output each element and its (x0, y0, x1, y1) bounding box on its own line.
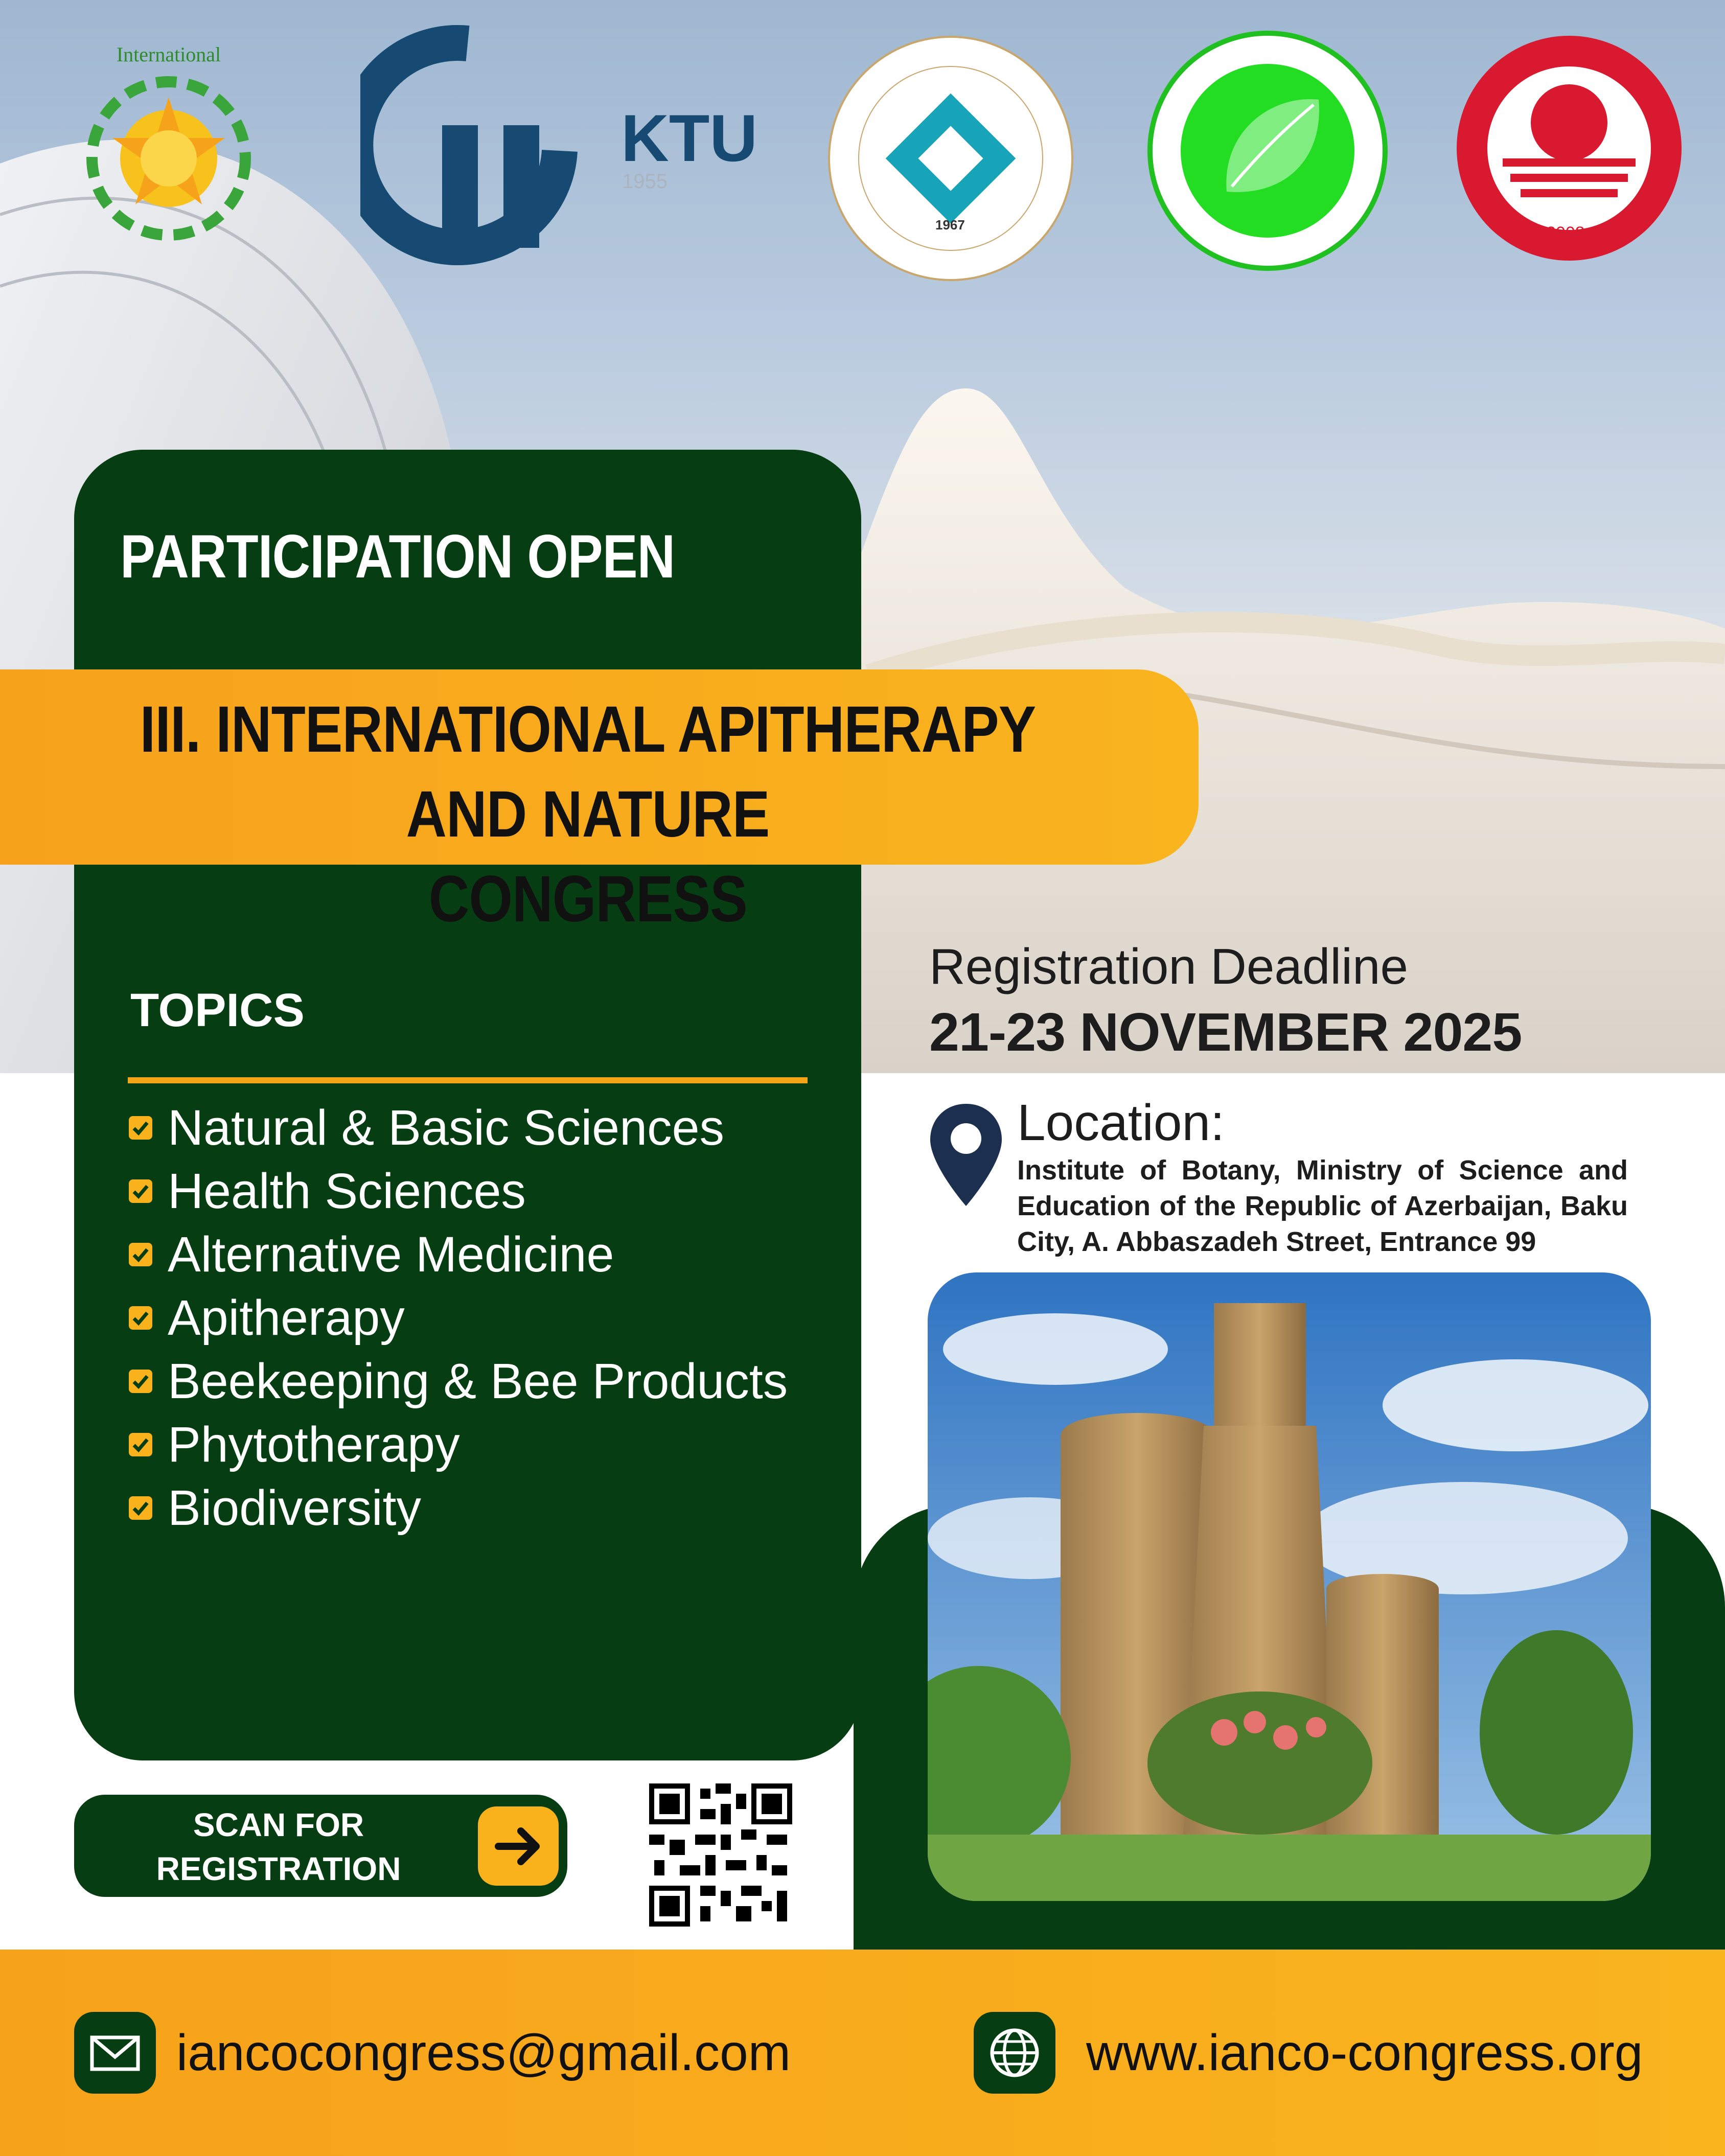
topic-label: Phytotherapy (168, 1417, 460, 1472)
checkbox-icon (128, 1178, 153, 1204)
checkbox-icon (128, 1369, 153, 1394)
location-address: Institute of Botany, Ministry of Science and Education of the Republic of Azerbaijan, Baku City, A. Abbaszadeh Street, Entrance 99 (1017, 1155, 1628, 1257)
website-link[interactable]: www.ianco-congress.org (1086, 2024, 1643, 2081)
map-pin-icon (925, 1099, 1007, 1214)
list-item (128, 1286, 788, 1350)
topic-label: Apitherapy (168, 1290, 405, 1346)
envelope-icon (74, 2012, 156, 2094)
list-item (128, 1413, 788, 1476)
checkbox-icon (128, 1495, 153, 1521)
globe-icon (974, 2012, 1055, 2094)
arrow-button[interactable] (478, 1806, 559, 1886)
scan-registration-label (125, 1803, 432, 1891)
list-item (128, 1096, 788, 1160)
checkbox-icon (128, 1115, 153, 1141)
list-item (128, 1476, 788, 1540)
congress-title (10, 687, 1165, 942)
qr-code[interactable] (649, 1783, 792, 1929)
arrow-right-icon (478, 1806, 559, 1886)
checkbox-icon (128, 1242, 153, 1267)
topic-label: Natural & Basic Sciences (168, 1100, 725, 1155)
participation-heading: PARTICIPATION OPEN (120, 522, 675, 591)
website-icon-button[interactable] (974, 2012, 1055, 2094)
nakhchivan-year: 1967 (935, 217, 965, 233)
title-line-2: CONGRESS (428, 863, 747, 936)
scan-label-line-2: REGISTRATION (156, 1850, 401, 1887)
topic-label: Biodiversity (168, 1480, 421, 1536)
registration-deadline-label: Registration Deadline (929, 938, 1408, 994)
congress-logo (41, 31, 296, 289)
ktu-logo (360, 23, 779, 271)
list-item (128, 1350, 788, 1413)
email-icon-button[interactable] (74, 2012, 156, 2094)
topic-label: Health Sciences (168, 1163, 526, 1219)
scan-label-line-1: SCAN FOR (193, 1806, 364, 1843)
topic-label: Alternative Medicine (168, 1226, 614, 1282)
topics-divider (128, 1077, 808, 1083)
botany-institute-logo (1145, 28, 1390, 276)
topics-list (128, 1096, 788, 1540)
ktu-name: KTU (621, 101, 758, 175)
location-label: Location: (1017, 1094, 1225, 1151)
checkbox-icon (128, 1432, 153, 1457)
event-date: 21-23 NOVEMBER 2025 (929, 1002, 1522, 1062)
gumushane-year: 2008 (1546, 223, 1585, 243)
email-link[interactable]: iancocongress@gmail.com (176, 2024, 791, 2081)
topics-heading: TOPICS (130, 984, 305, 1036)
topic-label: Beekeeping & Bee Products (168, 1353, 788, 1409)
list-item (128, 1160, 788, 1223)
svg-text:International: International (116, 43, 221, 66)
checkbox-icon (128, 1305, 153, 1331)
maiden-tower-photo (928, 1272, 1651, 1901)
gumushane-university-logo (1454, 33, 1684, 266)
nakhchivan-logo (823, 31, 1078, 289)
ktu-year: 1955 (622, 170, 668, 193)
list-item (128, 1223, 788, 1286)
title-line-1: III. INTERNATIONAL APITHERAPY AND NATURE (140, 693, 1036, 851)
